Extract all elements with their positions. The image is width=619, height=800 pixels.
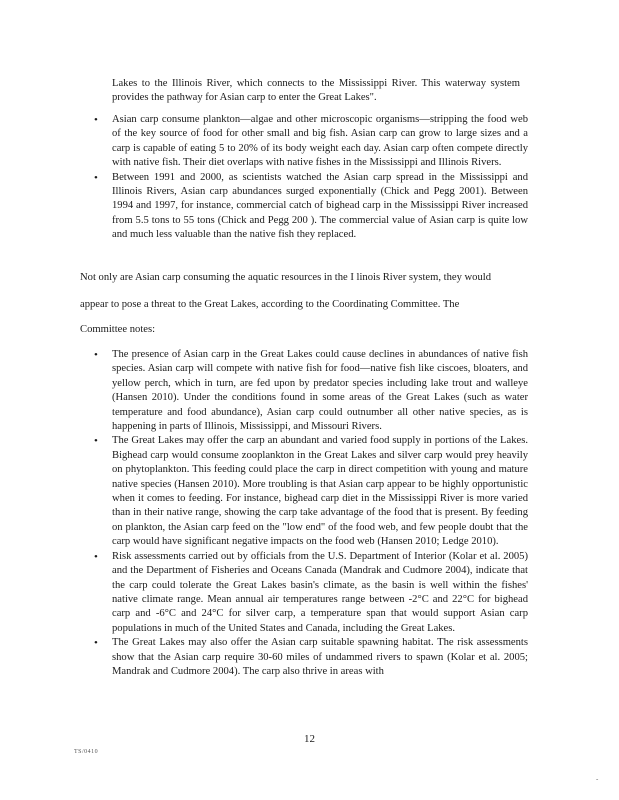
page-number: 12: [304, 733, 315, 745]
bullet-text: Between 1991 and 2000, as scientists watched the Asian carp spread in the Mississippi and Illinois Rivers, Asian carp abundances surged exponentially (Chick and Pegg 2001). Between 1994 and 1997, for instance, commercial catch of bighead carp in the Mississippi River increased from 5.5 tons to 55 tons (Chick and Pegg 200 ). The commercial value of Asian carp is quite low and much less valuable than the native fish they replaced.: [112, 171, 528, 241]
bullet-text: The Great Lakes may offer the carp an abundant and varied food supply in portions of the Lakes. Bighead carp would consume zooplankton in the Great Lakes and silver carp would prey heavily on phytoplankton. This feeding could place the carp in direct competition with young and mature native species (Hansen 2010). More troubling is that Asian carp appear to be highly opportunistic when it comes to feeding. For instance, bighead carp diet in the Mississippi River is more varied than in their native range, showing the carp take advantage of the food that is present. By feeding on plankton, the Asian carp feed on the "low end" of the food web, and few people doubt that the carp would have significant negative impacts on the food web (Hansen 2010; Ledge 2010).: [112, 435, 528, 548]
bullet-icon: •: [94, 550, 98, 563]
bullet-text: Asian carp consume plankton—algae and other microscopic organisms—stripping the food web of the key source of food for other small and big fish. Asian carp can grow to large sizes and a carp is capable of eating 5 to 20% of its body weight each day. Asian carp often compete directly with native fish. Their diet overlaps with native fishes in the Mississippi and Illinois Rivers.: [112, 114, 528, 169]
continuation-text: [112, 77, 520, 106]
bullet-item: [94, 636, 528, 679]
bullet-text: Risk assessments carried out by officials from the U.S. Department of Interior (Kolar et al. 2005) and the Department of Fisheries and Oceans Canada (Mandrak and Cudmore 2004), indicate that the carp could tolerate the Great Lakes basin's climate, as the basin is well within the fishes' native climate range. Mean annual air temperatures range between -2°C and 22°C for bighead carp and -6°C and 24°C for silver carp, a temperature span that would support Asian carp populations in much of the United States and Canada, including the Great Lakes.: [112, 550, 528, 634]
bullet-icon: •: [94, 349, 98, 361]
bullet-item: [94, 348, 528, 434]
bullet-list-top: [94, 113, 528, 243]
bullet-item: [94, 550, 528, 636]
bullet-icon: •: [94, 171, 98, 184]
paragraph-line: Committee notes:: [80, 324, 156, 335]
bullet-text: The presence of Asian carp in the Great Lakes could cause declines in abundances of native fish species. Asian carp will compete with native fish for food—native fish like ciscoes, bloaters, and yellow perch, which in turn, are fed upon by predator species including lake trout and walleye (Hansen 2010). Under the conditions found in some areas of the Great Lakes (such as water temperature and food abundance), Asian carp could outnumber all other native species, as is happening in parts of Illinois, Mississippi, and Missouri Rivers.: [112, 349, 528, 433]
bullet-item: [94, 434, 528, 549]
bullet-icon: •: [94, 637, 98, 650]
bullet-icon: •: [94, 435, 98, 448]
paragraph-line: Not only are Asian carp consuming the aquatic resources in the I linois River system, they would: [80, 272, 492, 283]
bullet-text: The Great Lakes may also offer the Asian carp suitable spawning habitat. The risk assessments show that the Asian carp require 30-60 miles of undammed rivers to spawn (Kolar et al. 2005; Mandrak and Cudmore 2004). The carp also thrive in areas with: [112, 637, 528, 677]
corner-mark: -: [596, 775, 599, 783]
bullet-list-bottom: [94, 348, 528, 679]
paragraph-line: appear to pose a threat to the Great Lakes, according to the Coordinating Committee. The: [80, 299, 460, 310]
footer-code: TS/0410: [74, 749, 99, 755]
bullet-item: [94, 171, 528, 243]
bullet-item: [94, 113, 528, 171]
bullet-icon: •: [94, 114, 98, 126]
continuation-text-content: Lakes to the Illinois River, which connects to the Mississippi River. This waterway system provides the pathway for Asian carp to enter the Great Lakes".: [112, 78, 520, 104]
